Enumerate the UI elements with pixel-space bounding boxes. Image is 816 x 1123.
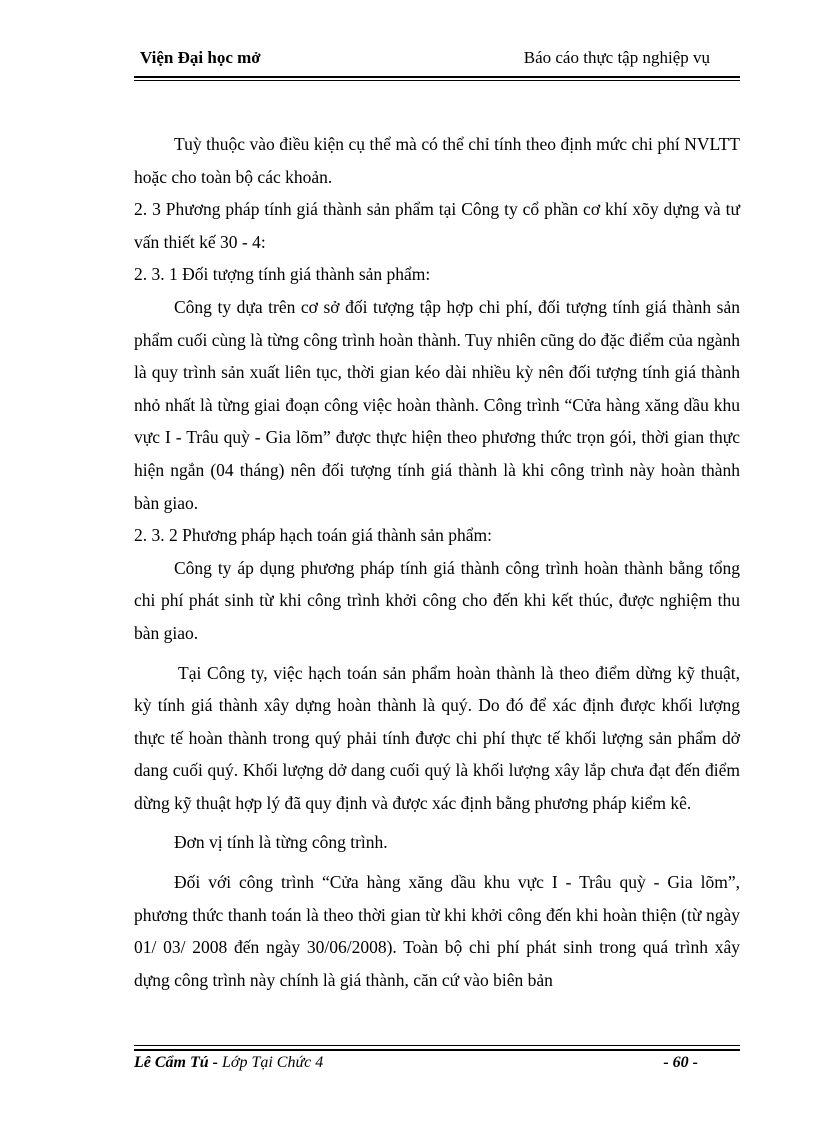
section-heading: 2. 3 Phương pháp tính giá thành sản phẩm tại Công ty cổ phần cơ khí xõy dựng và tư vấn thiết kế 30 - 4: xyxy=(134,199,740,252)
paragraph: Công ty dựa trên cơ sở đối tượng tập hợp chi phí, đối tượng tính giá thành sản phẩm cuối cùng là từng công trình hoàn thành. Tuy nhiên cũng do đặc điểm của ngành là quy trình sản xuất liên tục, thời gian kéo dài nhiều kỳ nên đối tượng tính giá thành nhỏ nhất là từng giai đoạn công việc hoàn thành. Công trình “Cửa hàng xăng dầu khu vực I - Trâu quỳ - Gia lõm” được thực hiện theo phương thức trọn gói, thời gian thực hiện ngắn (04 tháng) nên đối tượng tính giá thành là khi công trình này hoàn thành bàn giao. xyxy=(134,296,740,513)
header-institution: Viện Đại học mở xyxy=(140,48,261,67)
paragraph: Đơn vị tính là từng công trình. xyxy=(174,832,388,853)
paragraph: Tuỳ thuộc vào điều kiện cụ thể mà có thể chỉ tính theo định mức chi phí NVLTT hoặc cho toàn bộ các khoản. xyxy=(134,134,740,187)
footer-rule-thin xyxy=(134,1045,740,1046)
header-rule-thick xyxy=(134,76,740,78)
paragraph: Tại Công ty, việc hạch toán sản phẩm hoàn thành là theo điểm dừng kỹ thuật, kỳ tính giá thành xây dựng hoàn thành là quý. Do đó để xác định được khối lượng thực tế hoàn thành trong quý phải tính được chi phí thực tế khối lượng sản phẩm dở dang cuối quý. Khối lượng dở dang cuối quý là khối lượng xây lắp chưa đạt đến điểm dừng kỹ thuật hợp lý đã quy định và được xác định bằng phương pháp kiểm kê. xyxy=(134,662,740,813)
subsection-heading: 2. 3. 2 Phương pháp hạch toán giá thành sản phẩm: xyxy=(134,525,492,546)
footer-class: Lớp Tại Chức 4 xyxy=(222,1054,324,1071)
page-header xyxy=(134,48,740,70)
subsection-heading: 2. 3. 1 Đối tượng tính giá thành sản phẩm: xyxy=(134,264,431,285)
page-number: - 60 - xyxy=(663,1054,698,1071)
document-body xyxy=(134,128,740,996)
paragraph: Đối với công trình “Cửa hàng xăng dầu khu vực I - Trâu quỳ - Gia lõm”, phương thức thanh toán là theo thời gian từ khi khởi công đến khi hoàn thiện (từ ngày 01/ 03/ 2008 đến ngày 30/06/2008). Toàn bộ chi phí phát sinh trong quá trình xây dựng công trình này chính là giá thành, căn cứ vào biên bản xyxy=(134,872,740,990)
header-rule-thin xyxy=(134,80,740,81)
page-footer xyxy=(134,1054,740,1076)
paragraph: Công ty áp dụng phương pháp tính giá thành công trình hoàn thành bằng tổng chi phí phát sinh từ khi công trình khởi công cho đến khi kết thúc, được nghiệm thu bàn giao. xyxy=(134,557,740,643)
footer-author-line xyxy=(134,1054,323,1072)
footer-rule-thick xyxy=(134,1049,740,1051)
footer-author: Lê Cẩm Tú - xyxy=(134,1054,222,1071)
header-report-title: Báo cáo thực tập nghiệp vụ xyxy=(523,48,710,67)
